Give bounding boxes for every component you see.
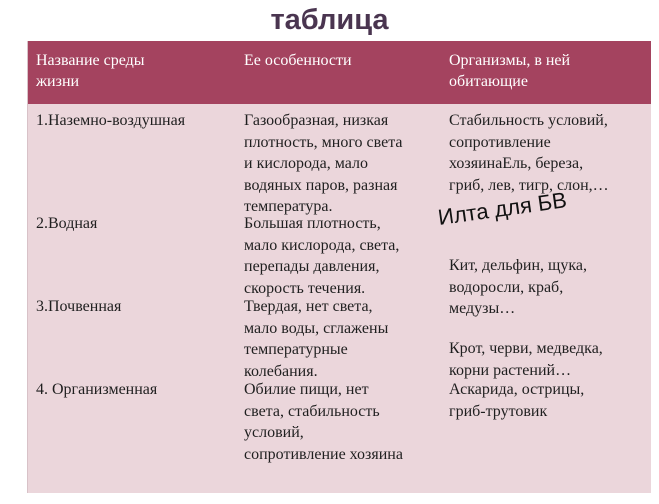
table-header: [28, 41, 651, 104]
row1-organisms: Стабильность условий, сопротивление хозяинаЕль, береза, гриб, лев, тигр, слон,…: [449, 112, 609, 194]
header-organisms: Организмы, в ней обитающие: [449, 52, 571, 90]
row3-environment: 3.Почвенная: [36, 298, 122, 315]
row1-features: Газообразная, низкая плотность, много света и кислорода, мало водяных паров, разная температура.: [244, 112, 403, 215]
row4-environment: 4. Организменная: [36, 381, 158, 398]
row3-organisms: Крот, черви, медведка, корни растений…: [449, 340, 603, 379]
row4-organisms: Аскарида, острицы, гриб-трутовик: [449, 381, 585, 420]
page-title: таблица: [270, 4, 389, 36]
row2-organisms: Кит, дельфин, щука, водоросли, краб, медузы…: [449, 257, 587, 317]
environment-table: [27, 41, 651, 493]
row4-features: Обилие пищи, нет света, стабильность условий, сопротивление хозяина: [244, 381, 403, 463]
header-environment: Название среды жизни: [36, 52, 145, 90]
header-features: Ее особенности: [244, 52, 352, 69]
row1-environment: 1.Наземно-воздушная: [36, 112, 186, 129]
row2-features: Большая плотность, мало кислорода, света, перепады давления, скорость течения.: [244, 215, 400, 297]
handwritten-watermark: Илта для БВ: [436, 187, 569, 231]
row2-environment: 2.Водная: [36, 215, 98, 232]
row3-features: Твердая, нет света, мало воды, сглажены температурные колебания.: [244, 298, 389, 380]
